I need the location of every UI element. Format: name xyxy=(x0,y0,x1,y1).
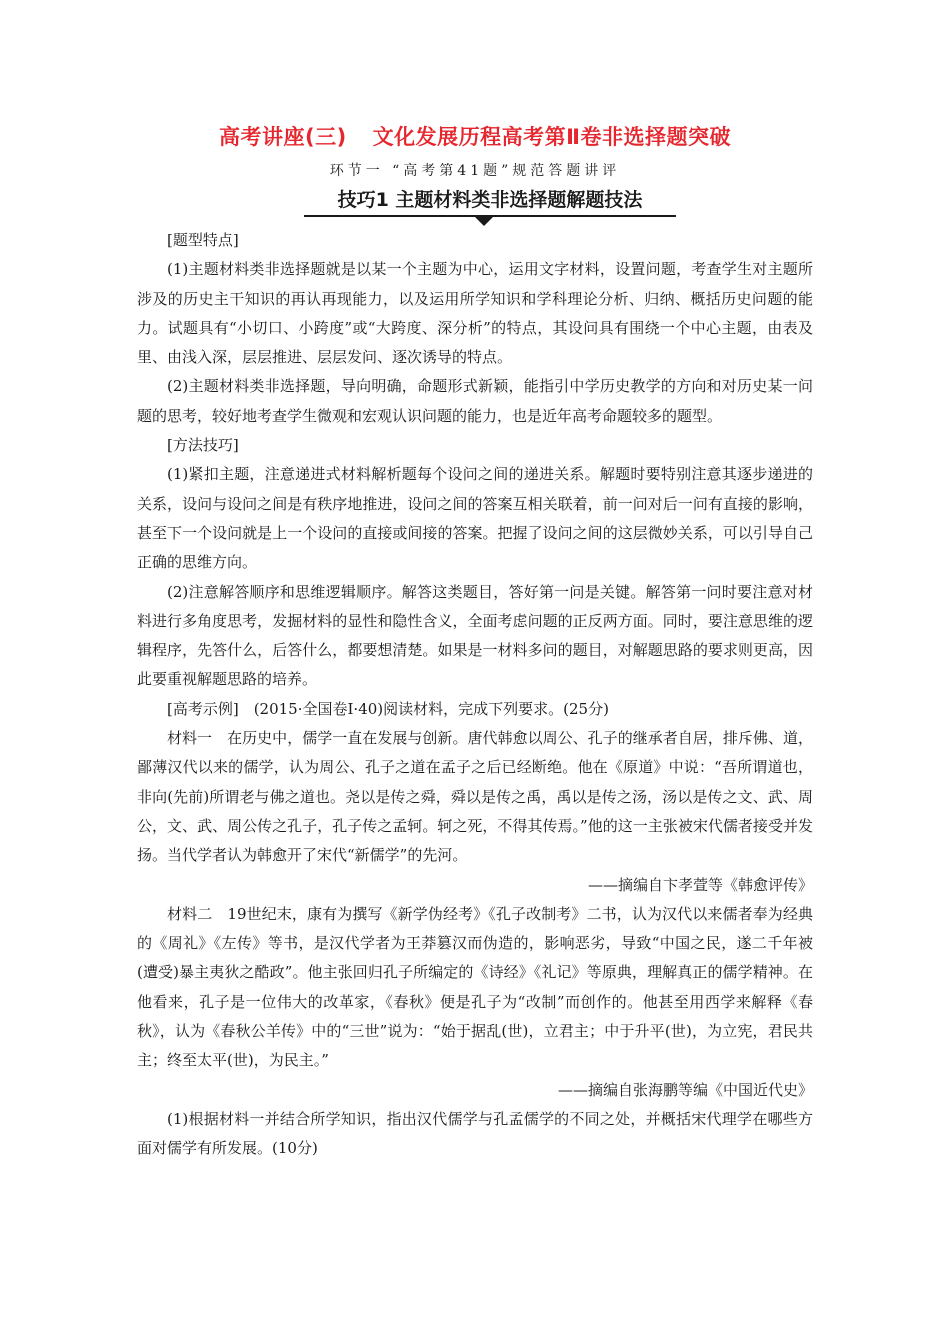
skill-heading: 技巧1 主题材料类非选择题解题技法 xyxy=(337,189,643,211)
lecture-title-left: 高考讲座(三) xyxy=(218,125,347,149)
question-one: (1)根据材料一并结合所学知识，指出汉代儒学与孔孟儒学的不同之处，并概括宋代理学在哪些方面对儒学有所发展。(10分) xyxy=(137,1109,813,1158)
material-two: 材料二 19世纪末，康有为撰写《新学伪经考》《孔子改制考》二书，认为汉代以来儒者奉为经典的《周礼》《左传》等书，是汉代学者为王莽篡汉而伪造的，影响恶劣，导致“中国之民，遂二千年被(遭受)暴主夷狄之酷政”。他主张回归孔子所编定的《诗经》《礼记》等原典，理解真正的儒学精神。在他看来，孔子是一位伟大的改革家，《春秋》便是孔子为“改制”而创作的。他甚至用西学来解释《春秋》，认为《春秋公羊传》中的“三世”说为：“始于据乱(世)，立君主；中于升平(世)，为立宪，君民共主；终至太平(世)，为民主。” xyxy=(137,904,813,1070)
method-paragraph-1: (1)紧扣主题，注意递进式材料解析题每个设问之间的递进关系。解题时要特别注意其逐步递进的关系，设问与设问之间是有秩序地推进，设问之间的答案互相关联着，前一问对后一问有直接的影响，甚至下一个设问就是上一个设问的直接或间接的答案。把握了设问之间的这层微妙关系，可以引导自己正确的思维方向。 xyxy=(137,465,813,572)
type-features-paragraph-2: (2)主题材料类非选择题，导向明确，命题形式新颖，能指引中学历史教学的方向和对历史某一问题的思考，较好地考查学生微观和宏观认识问题的能力，也是近年高考命题较多的题型。 xyxy=(137,377,813,425)
down-triangle-icon xyxy=(474,216,494,226)
type-features-paragraph-1: (1)主题材料类非选择题就是以某一个主题为中心，运用文字材料，设置问题，考查学生对主题所涉及的历史主干知识的再认再现能力，以及运用所学知识和学科理论分析、归纳、概括历史问题的能力。试题具有“小切口、小跨度”或“大跨度、深分析”的特点，其设问具有围绕一个中心主题，由表及里、由浅入深，层层推进、层层发问、逐次诱导的特点。 xyxy=(137,260,813,367)
section-subtitle: 环节一 “高考第41题”规范答题讲评 xyxy=(329,163,621,179)
material-two-source: ——摘编自张海鹏等编《中国近代史》 xyxy=(557,1080,813,1099)
body-text xyxy=(137,226,813,1164)
method-paragraph-2: (2)注意解答顺序和思维逻辑顺序。解答这类题目，答好第一问是关键。解答第一问时要注意对材料进行多角度思考，发掘材料的显性和隐性含义，全面考虑问题的正反两方面。同时，要注意思维的逻辑程序，先答什么，后答什么，都要想清楚。如果是一材料多问的题目，对解题思路的要求则更高，因此要重视解题思路的培养。 xyxy=(137,582,813,689)
material-one: 材料一 在历史中，儒学一直在发展与创新。唐代韩愈以周公、孔子的继承者自居，排斥佛、道，鄙薄汉代以来的儒学，认为周公、孔子之道在孟子之后已经断绝。他在《原道》中说：“吾所谓道也，非向(先前)所谓老与佛之道也。尧以是传之舜，舜以是传之禹，禹以是传之汤，汤以是传之文、武、周公，文、武、周公传之孔子，孔子传之孟轲。轲之死，不得其传焉。”他的这一主张被宋代儒者接受并发扬。当代学者认为韩愈开了宋代“新儒学”的先河。 xyxy=(137,729,813,865)
lecture-title-right: 文化发展历程高考第Ⅱ卷非选择题突破 xyxy=(372,125,732,149)
material-one-source: ——摘编自卞孝萱等《韩愈评传》 xyxy=(587,875,813,894)
lecture-title xyxy=(0,121,950,151)
method-label: [方法技巧] xyxy=(167,436,239,455)
exam-example-line: [高考示例] (2015·全国卷Ⅰ·40)阅读材料，完成下列要求。(25分) xyxy=(167,699,609,718)
skill-heading-box xyxy=(304,185,676,217)
type-features-label: [题型特点] xyxy=(167,231,239,249)
